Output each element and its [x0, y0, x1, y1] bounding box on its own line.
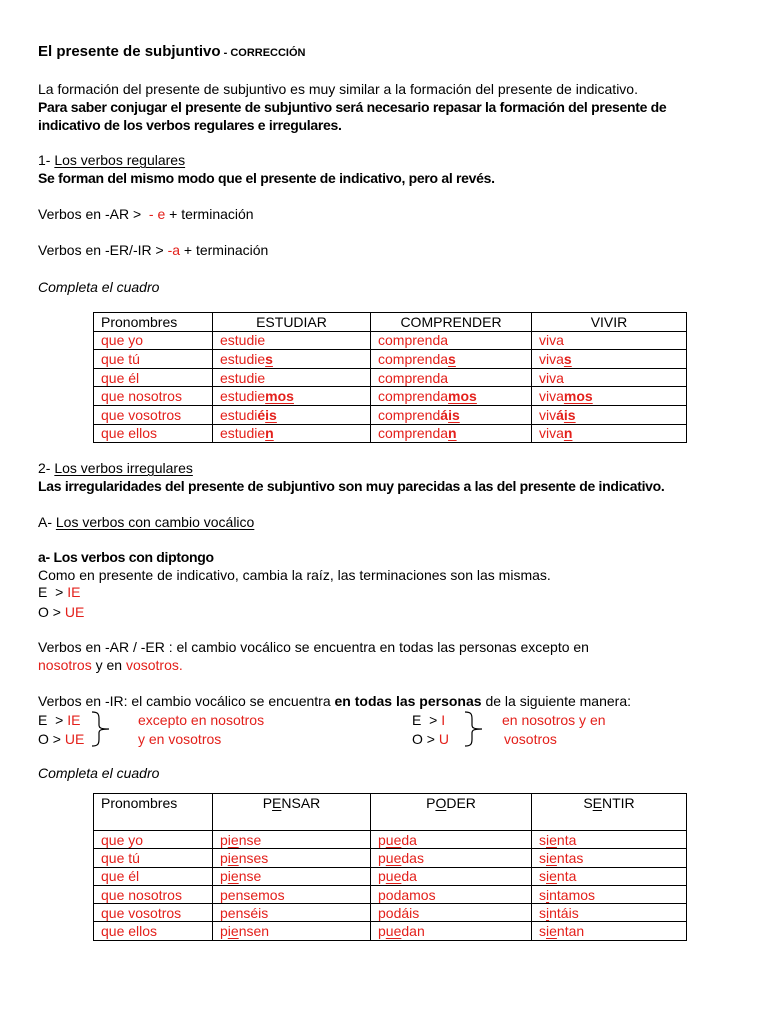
change-o-ue	[38, 603, 84, 621]
conjugation-text: ntas	[556, 849, 584, 866]
conjugation-text: ntan	[556, 923, 585, 940]
header-poder	[371, 794, 532, 831]
ir-change-o-ue	[38, 730, 84, 748]
conjugation-text: dan	[401, 923, 425, 940]
ar-formula	[38, 205, 254, 223]
comprender-cell	[371, 331, 532, 350]
conjugation-text: s	[539, 831, 546, 848]
text-segment: O >	[38, 731, 65, 747]
conjugation-text: viva	[539, 388, 564, 405]
vivir-cell	[532, 424, 687, 443]
table-row	[94, 405, 687, 424]
conjugation-text: podamos	[378, 886, 436, 903]
conjugation-text: comprenda	[378, 388, 449, 405]
highlighted-letters: E	[272, 795, 282, 811]
text-segment: E >	[38, 584, 68, 600]
conjugation-text: s	[539, 904, 546, 921]
conjugation-text: nta	[556, 831, 577, 848]
highlighted-letters: s	[265, 350, 273, 367]
comprender-cell	[371, 368, 532, 387]
pronoun-text: que ellos	[101, 923, 158, 940]
conjugation-text: estudie	[220, 332, 266, 349]
section-title: Los verbos irregulares	[54, 460, 193, 476]
pensar-cell	[213, 922, 371, 940]
text-segment: DER	[446, 795, 476, 811]
correction-text: I	[441, 712, 446, 728]
text-segment: Verbos en -AR >	[38, 206, 149, 222]
conjugation-text: s	[539, 923, 546, 940]
pronoun-text: que ellos	[101, 425, 158, 442]
pensar-cell	[213, 849, 371, 867]
poder-cell	[371, 885, 532, 903]
table-row	[94, 331, 687, 350]
highlighted-letters: s	[563, 350, 572, 367]
vivir-cell	[532, 350, 687, 369]
ir-explanation	[38, 692, 631, 710]
pronoun-cell	[94, 387, 213, 406]
conjugation-text: nse	[238, 831, 262, 848]
conjugation-text: viv	[539, 406, 557, 423]
header-pensar	[213, 794, 371, 831]
highlighted-letters: mos	[563, 388, 593, 405]
conjugation-text: da	[401, 831, 417, 848]
correction-text: vosotros.	[125, 657, 183, 673]
estudiar-cell	[213, 405, 371, 424]
section-heading-regular	[38, 151, 185, 169]
correction-text: U	[438, 731, 449, 747]
conjugation-text: viva	[539, 332, 564, 349]
conjugation-text: viva	[539, 369, 564, 386]
pronoun-text: que nosotros	[101, 886, 182, 903]
correction-text: UE	[64, 604, 85, 620]
sentir-cell	[532, 904, 687, 922]
highlighted-letters: ie	[227, 923, 239, 940]
conjugation-text: s	[539, 886, 546, 903]
ar-er-explanation: Verbos en -AR / -ER : el cambio vocálico se encuentra en todas las personas excepto en	[38, 639, 589, 655]
conjugation-text: nta	[556, 868, 577, 885]
conjugation-text: p	[378, 868, 386, 885]
ir-note: vosotros	[504, 731, 557, 747]
conjugation-text: nsen	[238, 923, 270, 940]
ar-er-exceptions	[38, 656, 183, 674]
sentir-cell	[532, 867, 687, 885]
table-row	[94, 368, 687, 387]
intro-emphasis-line: indicativo de los verbos regulares e irregulares.	[38, 117, 342, 133]
text-segment: Pronombres	[101, 795, 178, 811]
vivir-cell	[532, 368, 687, 387]
conjugation-text: comprenda	[378, 369, 449, 386]
conjugation-text: ntamos	[549, 886, 596, 903]
conjugation-text: penséis	[220, 904, 269, 921]
highlighted-letters: n	[563, 425, 573, 442]
conjugation-text: estudie	[220, 388, 266, 405]
conjugation-text: á	[440, 406, 449, 423]
highlighted-letters: ie	[546, 849, 557, 866]
conjugation-text: viva	[539, 350, 564, 367]
pronoun-text: que vosotros	[101, 904, 182, 921]
conjugation-text: da	[401, 868, 417, 885]
text-segment: E >	[412, 712, 442, 728]
conjugation-text: p	[220, 868, 228, 885]
correction-text: IE	[67, 584, 81, 600]
header-pronouns	[94, 794, 213, 831]
highlighted-letters: is	[448, 406, 460, 423]
highlighted-letters: i	[546, 886, 550, 903]
comprender-cell	[371, 350, 532, 369]
highlighted-letters: ue	[385, 849, 402, 866]
highlighted-letters: mos	[448, 388, 477, 405]
highlighted-letters: E	[592, 795, 602, 811]
estudiar-cell	[213, 424, 371, 443]
diphthong-heading: a- Los verbos con diptongo	[38, 549, 214, 565]
pronoun-text: que vosotros	[101, 406, 182, 423]
pronoun-cell	[94, 831, 213, 849]
highlighted-letters: n	[265, 425, 274, 442]
subsection-heading-vowel-change	[38, 513, 254, 531]
ir-note: en nosotros y en	[502, 712, 606, 728]
highlighted-letters: ue	[385, 831, 402, 848]
conjugation-text: p	[378, 849, 386, 866]
pronoun-text: que tú	[101, 849, 140, 866]
pronoun-cell	[94, 867, 213, 885]
highlighted-letters: n	[448, 425, 457, 442]
pensar-cell	[213, 831, 371, 849]
section-number: 1-	[38, 152, 55, 168]
document-title	[38, 42, 306, 62]
text-segment: NTIR	[602, 795, 635, 811]
header-vivir: VIVIR	[532, 313, 687, 332]
pronoun-text: que él	[101, 868, 140, 885]
pronoun-cell	[94, 350, 213, 369]
ir-change-e-ie	[38, 711, 80, 729]
table-row	[94, 849, 687, 867]
table-row	[94, 885, 687, 903]
highlighted-letters: ie	[227, 849, 239, 866]
poder-cell	[371, 904, 532, 922]
table-row	[94, 867, 687, 885]
subsection-title: Los verbos con cambio vocálico	[55, 514, 255, 530]
text-segment: + terminación	[180, 242, 269, 258]
pensar-cell	[213, 867, 371, 885]
pronoun-cell	[94, 885, 213, 903]
text-segment: NSAR	[281, 795, 321, 811]
conjugation-text: das	[401, 849, 424, 866]
diphthong-verbs-table	[93, 793, 687, 941]
conjugation-text: p	[220, 923, 228, 940]
highlighted-letters: O	[435, 795, 447, 811]
conjugation-text: estudie	[220, 350, 266, 367]
conjugation-text: comprenda	[378, 332, 449, 349]
text-segment: Verbos en -IR: el cambio vocálico se encuentra	[38, 693, 335, 709]
vivir-cell	[532, 387, 687, 406]
pronoun-cell	[94, 904, 213, 922]
subsection-letter: A-	[38, 514, 56, 530]
title-suffix: - CORRECCIÓN	[220, 47, 306, 59]
text-segment: S	[583, 795, 593, 811]
sentir-cell	[532, 831, 687, 849]
conjugation-text: comprenda	[378, 350, 449, 367]
correction-text: -a	[167, 242, 181, 258]
text-segment: en todas las personas	[334, 693, 482, 709]
conjugation-text: p	[220, 831, 228, 848]
text-segment: + terminación	[165, 206, 254, 222]
conjugation-text: s	[539, 868, 546, 885]
pronoun-cell	[94, 424, 213, 443]
text-segment: O >	[412, 731, 439, 747]
table-row	[94, 922, 687, 940]
highlighted-letters: is	[563, 406, 576, 423]
text-segment: P	[426, 795, 436, 811]
header-sentir	[532, 794, 687, 831]
change-e-ie	[38, 583, 80, 601]
table-header-row	[94, 313, 687, 332]
sentir-cell	[532, 849, 687, 867]
sentir-cell	[532, 885, 687, 903]
pronoun-cell	[94, 849, 213, 867]
conjugation-text: nses	[238, 849, 269, 866]
right-brace-icon	[462, 710, 486, 748]
table-row	[94, 387, 687, 406]
table-instruction: Completa el cuadro	[38, 765, 160, 781]
text-segment: Verbos en -ER/-IR >	[38, 242, 168, 258]
sentir-cell	[532, 922, 687, 940]
correction-text: - e	[148, 206, 166, 222]
highlighted-letters: ue	[385, 923, 402, 940]
ir-change-o-u	[412, 730, 449, 748]
conjugation-text: s	[539, 849, 546, 866]
conjugation-text: comprenda	[378, 425, 449, 442]
section-title: Los verbos regulares	[54, 152, 186, 168]
poder-cell	[371, 922, 532, 940]
vivir-cell	[532, 405, 687, 424]
pronoun-text: que tú	[101, 350, 140, 367]
comprender-cell	[371, 387, 532, 406]
intro-paragraph: La formación del presente de subjuntivo es muy similar a la formación del presente de indicativo.	[38, 81, 638, 97]
conjugation-text: podáis	[378, 904, 420, 921]
regular-verbs-table	[93, 312, 687, 443]
ir-change-e-i	[412, 711, 445, 729]
section-rule: Se forman del mismo modo que el presente de indicativo, pero al revés.	[38, 170, 495, 186]
title-main: El presente de subjuntivo	[38, 43, 221, 60]
highlighted-letters: ie	[546, 868, 557, 885]
pronoun-text: que yo	[101, 831, 144, 848]
highlighted-letters: ie	[227, 868, 239, 885]
pensar-cell	[213, 885, 371, 903]
conjugation-text: p	[220, 849, 228, 866]
text-segment: O >	[38, 604, 65, 620]
pronoun-text: que nosotros	[101, 388, 182, 405]
estudiar-cell	[213, 368, 371, 387]
pronoun-cell	[94, 368, 213, 387]
estudiar-cell	[213, 350, 371, 369]
pensar-cell	[213, 904, 371, 922]
comprender-cell	[371, 405, 532, 424]
header-pronouns: Pronombres	[94, 313, 213, 332]
highlighted-letters: ie	[546, 831, 557, 848]
highlighted-letters: i	[546, 904, 550, 921]
intro-emphasis-line: Para saber conjugar el presente de subjuntivo será necesario repasar la formación del presente de	[38, 99, 667, 115]
conjugation-text: comprend	[378, 406, 441, 423]
table-instruction: Completa el cuadro	[38, 279, 160, 295]
pronoun-text: que él	[101, 369, 140, 386]
right-brace-icon	[89, 710, 113, 748]
conjugation-text: estudie	[220, 425, 266, 442]
er-ir-formula	[38, 241, 268, 259]
conjugation-text: é	[257, 406, 266, 423]
correction-text: nosotros	[38, 657, 92, 673]
conjugation-text: viva	[539, 425, 564, 442]
correction-text: UE	[64, 731, 85, 747]
highlighted-letters: is	[265, 406, 277, 423]
pronoun-cell	[94, 922, 213, 940]
highlighted-letters: ie	[546, 923, 557, 940]
text-segment: E >	[38, 712, 68, 728]
conjugation-text: estudie	[220, 369, 266, 386]
table-header-row	[94, 794, 687, 831]
highlighted-letters: s	[448, 350, 456, 367]
comprender-cell	[371, 424, 532, 443]
conjugation-text: pensemos	[220, 886, 285, 903]
vivir-cell	[532, 331, 687, 350]
diphthong-explanation: Como en presente de indicativo, cambia la raíz, las terminaciones son las mismas.	[38, 567, 551, 583]
pronoun-cell	[94, 405, 213, 424]
section-number: 2-	[38, 460, 55, 476]
text-segment: y en	[91, 657, 126, 673]
correction-text: IE	[67, 712, 81, 728]
conjugation-text: nse	[238, 868, 262, 885]
table-row	[94, 424, 687, 443]
conjugation-text: ntáis	[549, 904, 579, 921]
ir-note: y en vosotros	[138, 731, 222, 747]
poder-cell	[371, 849, 532, 867]
text-segment: de la siguiente manera:	[481, 693, 631, 709]
table-row	[94, 831, 687, 849]
highlighted-letters: ue	[385, 868, 402, 885]
header-comprender: COMPRENDER	[371, 313, 532, 332]
table-row	[94, 350, 687, 369]
conjugation-text: á	[556, 406, 564, 423]
conjugation-text: estudi	[220, 406, 258, 423]
poder-cell	[371, 831, 532, 849]
estudiar-cell	[213, 331, 371, 350]
estudiar-cell	[213, 387, 371, 406]
header-estudiar: ESTUDIAR	[213, 313, 371, 332]
section-heading-irregular	[38, 459, 193, 477]
highlighted-letters: ie	[227, 831, 239, 848]
diphthong-answers	[94, 831, 687, 941]
conjugation-text: p	[378, 923, 386, 940]
text-segment: P	[262, 795, 273, 811]
table-row	[94, 904, 687, 922]
poder-cell	[371, 867, 532, 885]
pronoun-text: que yo	[101, 332, 144, 349]
conjugation-text: p	[378, 831, 386, 848]
ir-note: excepto en nosotros	[138, 712, 265, 728]
highlighted-letters: mos	[265, 388, 294, 405]
section-rule: Las irregularidades del presente de subjuntivo son muy parecidas a las del presente de indicativo.	[38, 478, 665, 494]
pronoun-cell	[94, 331, 213, 350]
regular-answers	[94, 331, 687, 443]
